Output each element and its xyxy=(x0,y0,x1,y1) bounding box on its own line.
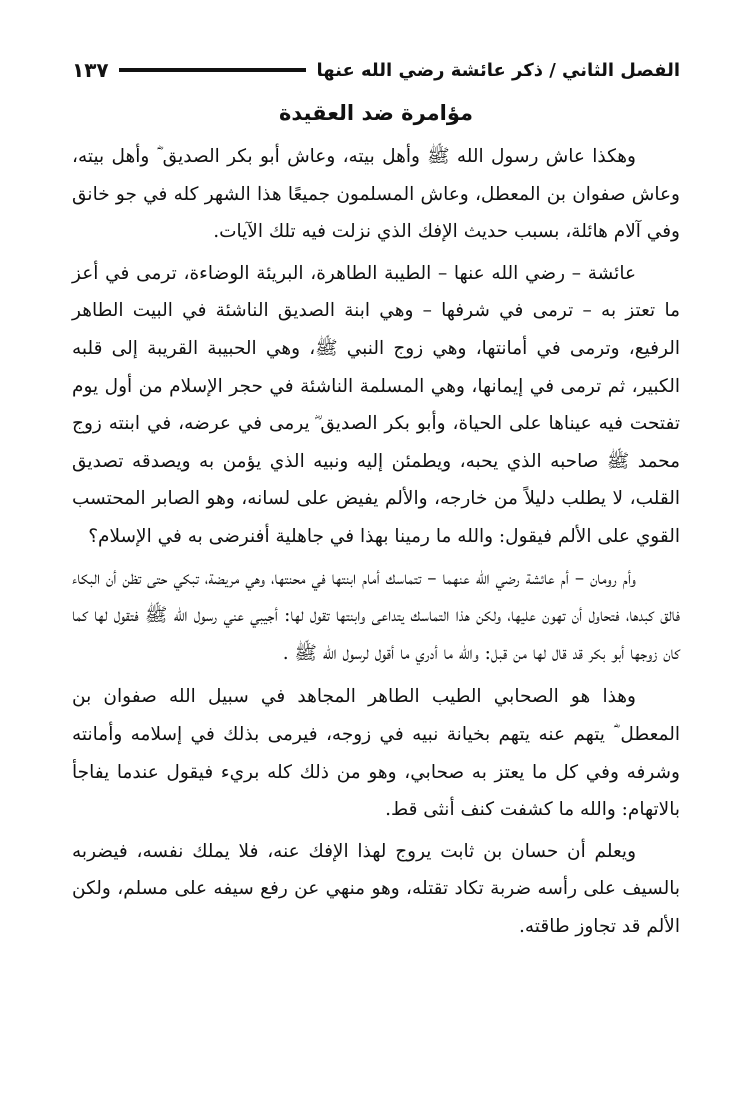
paragraph-2: عائشة – رضي الله عنها – الطيبة الطاهرة، البريئة الوضاءة، ترمى في أعز ما تعتز به – ترمى في شرفها – وهي ابنة الصديق الناشئة في البيت الطاهر الرفيع، وترمى في أمانتها، وهي زوج النبي ﷺ، وهي الحبيبة القريبة إلى قلبه الكبير، ثم ترمى في إيمانها، وهي المسلمة الناشئة في حجر الإسلام من أول يوم تفتحت فيه عيناها على الحياة، وأبو بكر الصديق ؓ يرمى في عرضه، في ابنته زوج محمد ﷺ صاحبه الذي يحبه، ويطمئن إليه ونبيه الذي يؤمن به ويصدقه تصديق القلب، لا يطلب دليلاً من خارجه، والألم يفيض على لسانه، وهو الصابر المحتسب القوي على الألم فيقول: والله ما رمينا بهذا في جاهلية أفنرضى به في الإسلام؟ xyxy=(72,262,680,547)
paragraph-4: وهذا هو الصحابي الطيب الطاهر المجاهد في سبيل الله صفوان بن المعطل ؓ يتهم عنه يتهم بخيانة نبيه في زوجه، فيرمى بذلك في إسلامه وأمانته وشرفه وفي كل ما يعتز به صحابي، وهو من ذلك كله بريء فيقول عندما يفاجأ بالاتهام: والله ما كشفت كنف أنثى قط. xyxy=(72,686,680,821)
section-title: مؤامرة ضد العقيدة xyxy=(278,101,474,125)
header-rule xyxy=(119,68,307,72)
page-number: ١٣٧ xyxy=(72,58,109,82)
running-header xyxy=(72,50,680,90)
paragraph-5: ويعلم أن حسان بن ثابت يروج لهذا الإفك عنه، فلا يملك نفسه، فيضربه بالسيف على رأسه ضربة تكاد تقتله، وهو منهي عن رفع سيفه على مسلم، ولكن الألم قد تجاوز طاقته. xyxy=(72,840,680,937)
paragraph-3: وأم رومان – أم عائشة رضي الله عنهما – تتماسك أمام ابنتها في محنتها، وهي مريضة، تبكي حتى تظن أن البكاء فالق كبدها، فتحاول أن تهون عليها، ولكن هذا التماسك يتداعى وابنتها تقول لها: أجيبي عني رسول الله ﷺ فتقول لها كما كان زوجها أبو بكر قد قال لها من قبل: والله ما أدري ما أقول لرسول الله ﷺ . xyxy=(72,567,680,664)
paragraph-1: وهكذا عاش رسول الله ﷺ وأهل بيته، وعاش أبو بكر الصديق ؓ وأهل بيته، وعاش صفوان بن المعطل، وعاش المسلمون جميعًا هذا الشهر كله في جو خانق وفي آلام هائلة، بسبب حديث الإفك الذي نزلت فيه تلك الآيات. xyxy=(72,146,680,243)
chapter-header-title: الفصل الثاني / ذكر عائشة رضي الله عنها xyxy=(316,59,680,81)
